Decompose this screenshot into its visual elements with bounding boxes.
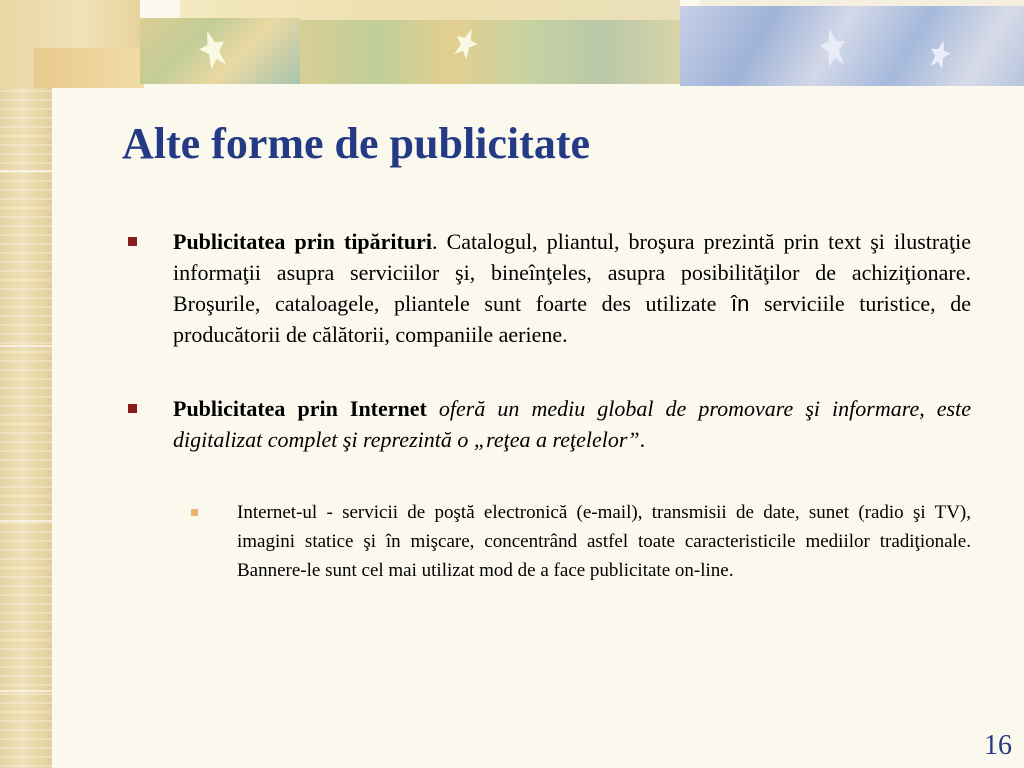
square-bullet-icon <box>128 237 137 246</box>
sub-bullet-text: Internet-ul - servicii de poştă electronică (e-mail), transmisii de date, sunet (radio şi TV), imagini statice şi în mişcare, concentrând astfel toate caracteristicile mediilor tradiţionale. Bannere-le sunt cel mai utilizat mod de a face publicitate on-line. <box>237 502 971 581</box>
banner-tile <box>300 20 680 84</box>
square-sub-bullet-icon <box>191 509 198 516</box>
banner-tile <box>180 0 680 20</box>
slide-content <box>125 226 971 585</box>
banner-tile <box>34 48 144 88</box>
strip-seam <box>0 170 52 172</box>
bullet-text-italic: oferă un mediu global de promovare şi informare, este digitalizat complet şi reprezintă o „reţea a reţelelor” <box>173 396 971 452</box>
slide-title: Alte forme de publicitate <box>122 119 590 168</box>
bullet-text-end: . <box>639 427 646 452</box>
square-bullet-icon <box>128 404 137 413</box>
top-decorative-banner <box>0 0 1024 88</box>
strip-seam <box>0 690 52 692</box>
page-number: 16 <box>984 730 1012 761</box>
bullet-text-end: serviciile turistice, de producătorii de călătorii, companiile aeriene. <box>173 291 971 347</box>
bullet-text-word: în <box>731 291 750 316</box>
bullet-heading: Publicitatea prin Internet <box>173 396 427 421</box>
bullet-internet-advertising <box>125 393 971 455</box>
bullet-print-advertising <box>125 226 971 350</box>
strip-seam <box>0 520 52 522</box>
bullet-text: . Catalogul, pliantul, broşura prezintă prin text şi ilustraţie informaţii asupra serviciilor şi, bineînţeles, asupra posibilităţilor de achiziţionare. Broşurile, cataloagele, pliantele sunt foarte des utilizate <box>173 229 971 316</box>
left-decorative-strip <box>0 0 52 768</box>
sub-bullet-internet-services <box>125 498 971 585</box>
strip-seam <box>0 345 52 347</box>
bullet-heading: Publicitatea prin tipărituri <box>173 229 432 254</box>
banner-tile <box>140 18 300 84</box>
banner-tile <box>680 6 1024 86</box>
